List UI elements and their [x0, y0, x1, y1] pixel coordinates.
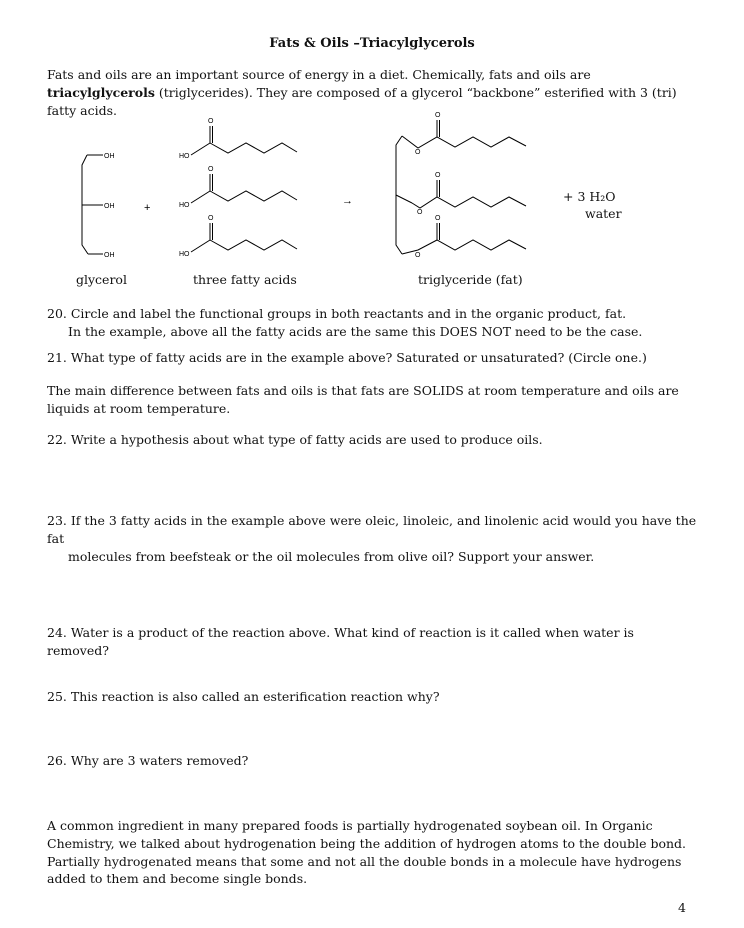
closing-paragraph: A common ingredient in many prepared foods is partially hydrogenated soybean oil. In Organic Chemistry, we talked about hydrogenation being the addition of hydrogen atoms to the double bond. Partially hydrogenated means that some and not all the double bonds in a molecule have hydrogens added to them and become single bonds. — [47, 818, 686, 887]
main-difference-paragraph: The main difference between fats and oils is that fats are SOLIDS at room temperature and oils are liquids at room temperature. — [47, 383, 679, 416]
reaction-diagram — [0, 0, 744, 300]
intro-text-1: Fats and oils are an important source of energy in a diet. Chemically, fats and oils are — [47, 67, 591, 82]
page-number: 4 — [678, 900, 686, 915]
question-22: 22. Write a hypothesis about what type of fatty acids are used to produce oils. — [47, 432, 543, 447]
carbonyl-o-label-2: O — [208, 166, 214, 173]
question-21: 21. What type of fatty acids are in the example above? Saturated or unsaturated? (Circle one.) — [47, 350, 647, 365]
glycerol-label: glycerol — [76, 272, 127, 287]
fatty-acid-1 — [191, 126, 297, 155]
question-24: 24. Water is a product of the reaction above. What kind of reaction is it called when water is removed? — [47, 625, 634, 658]
ester-o-label-1: O — [415, 149, 421, 156]
question-23 — [47, 512, 697, 565]
question-20 — [47, 305, 697, 341]
ho-label-3: HO — [179, 251, 190, 258]
carbonyl-o-label-1: O — [208, 118, 214, 125]
question-20-line-2: In the example, above all the fatty acids are the same this DOES NOT need to be the case. — [68, 323, 643, 339]
question-26: 26. Why are 3 waters removed? — [47, 753, 249, 768]
fatty-acids-label: three fatty acids — [193, 272, 297, 287]
page-title: Fats & Oils –Triacylglycerols — [269, 36, 475, 51]
ester-carbonyl-o-label-3: O — [435, 215, 441, 222]
ester-carbonyl-o-label-1: O — [435, 112, 441, 119]
oh-label-1: OH — [104, 153, 115, 160]
ester-o-label-2: O — [417, 209, 423, 216]
question-20-line-1: 20. Circle and label the functional groups in both reactants and in the organic product, fat. — [47, 306, 627, 321]
question-23-line-2: molecules from beefsteak or the oil molecules from olive oil? Support your answer. — [68, 548, 595, 564]
water-label: water — [585, 205, 622, 221]
fatty-acid-2 — [191, 174, 297, 203]
ester-o-label-3: O — [415, 252, 421, 259]
carbonyl-o-label-3: O — [208, 215, 214, 222]
ho-label-2: HO — [179, 202, 190, 209]
oh-label-2: OH — [104, 203, 115, 210]
intro-text-2: (triglycerides). They are composed of a glycerol “backbone” esterified with 3 (tri) fatty acids. — [47, 84, 677, 118]
question-23-line-1: 23. If the 3 fatty acids in the example above were oleic, linoleic, and linolenic acid would you have the fat — [47, 513, 697, 546]
plus-sign: + — [144, 202, 151, 214]
fatty-acid-3 — [191, 223, 297, 252]
ester-carbonyl-o-label-2: O — [435, 172, 441, 179]
triglyceride-label: triglyceride (fat) — [418, 272, 523, 287]
triglyceride-structure — [396, 120, 526, 254]
oh-label-3: OH — [104, 252, 115, 259]
intro-bold-term: triacylglycerols — [47, 84, 155, 100]
water-product — [563, 189, 643, 223]
question-25: 25. This reaction is also called an esterification reaction why? — [47, 689, 440, 704]
glycerol-structure — [82, 155, 103, 254]
ho-label-1: HO — [179, 153, 190, 160]
plus-water: + 3 H₂O — [563, 189, 616, 204]
reaction-arrow: → — [342, 195, 353, 207]
